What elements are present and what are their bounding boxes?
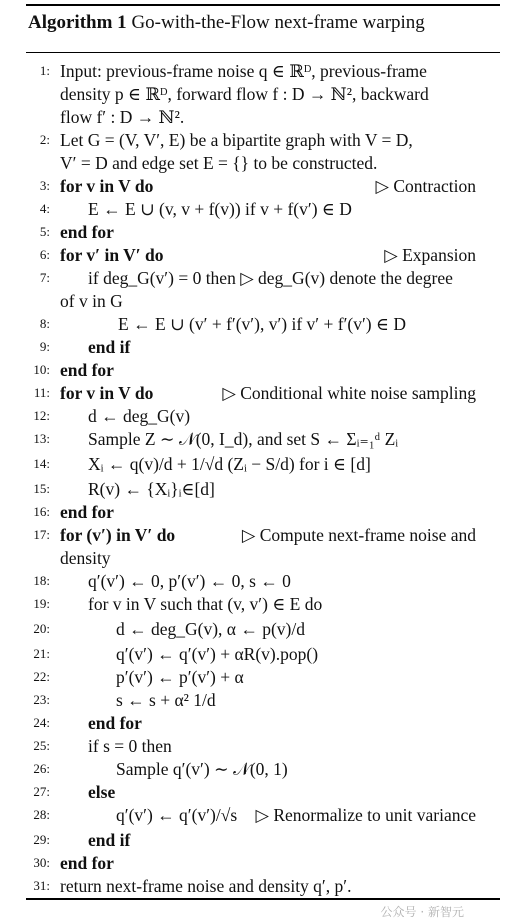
line-text: Input: previous-frame noise q ∈ ℝᴰ, previous-frame [60,61,427,81]
line-text: end for [60,360,114,380]
line-comment: ▷ Conditional white noise sampling [222,383,476,403]
line-number: 3: [39,178,50,193]
line-text: Sample q′(v′) ∼ 𝒩(0, 1) [116,759,288,779]
line-number: 6: [39,247,50,262]
line-text: q′(v′) ← 0, p′(v′) ← 0, s ← 0 [88,571,291,591]
line-number: 22: [33,669,50,684]
line-number: 7: [39,270,50,285]
line-text: E ← E ∪ (v, v + f(v)) if v + f(v′) ∈ D [88,199,352,219]
line-comment: ▷ Expansion [384,245,476,265]
line-text: p′(v′) ← p′(v′) + α [116,667,244,687]
line-text: density [60,548,111,568]
line-number: 27: [33,784,50,799]
bottom-rule [26,898,500,900]
line-number: 8: [39,316,50,331]
line-number: 23: [33,692,50,707]
line-text: Let G = (V, V′, E) be a bipartite graph with V = D, [60,130,413,150]
line-text: s ← s + α² 1/d [116,690,216,710]
line-text: end if [88,830,131,850]
line-text: for v in V do [60,176,154,196]
line-text: else [88,782,116,802]
line-text: for v′ in V′ do [60,245,164,265]
algorithm-title [28,12,425,34]
line-text: d ← deg_G(v) [88,406,191,426]
line-text: end for [60,853,114,873]
line-text: if deg_G(v′) = 0 then ▷ deg_G(v) denote the degree [88,268,453,288]
line-text: for v in V such that (v, v′) ∈ E do [88,594,323,614]
line-text: end if [88,337,131,357]
line-number: 26: [33,761,50,776]
line-number: 10: [33,362,50,377]
line-number: 14: [33,456,50,471]
line-number: 15: [33,481,50,496]
line-text: flow f′ : D → ℕ². [60,107,185,127]
line-number: 31: [33,878,50,893]
line-number: 18: [33,573,50,588]
algorithm-name: Go-with-the-Flow next-frame warping [131,12,425,33]
line-text: density p ∈ ℝᴰ, forward flow f : D → ℕ², backward [60,84,429,104]
line-text: of v in G [60,291,123,311]
line-number: 1: [39,63,50,78]
line-text: for (v′) in V′ do [60,525,176,545]
top-rule [26,4,500,6]
line-number: 13: [33,431,50,446]
line-number: 28: [33,807,50,822]
watermark: 公众号 · 新智元 [380,905,464,919]
line-number: 29: [33,832,50,847]
line-text: Sample Z ∼ 𝒩(0, I_d), and set S ← Σᵢ₌₁ᵈ Zᵢ [88,429,399,449]
line-comment: ▷ Renormalize to unit variance [255,805,476,825]
algorithm-label: Algorithm 1 [28,12,127,33]
line-comment: ▷ Compute next-frame noise and [241,525,476,545]
line-text: Xᵢ ← q(v)/d + 1/√d (Zᵢ − S/d) for i ∈ [d] [88,454,371,474]
line-text: return next-frame noise and density q′, p′. [60,876,352,896]
line-number: 24: [33,715,50,730]
line-text: if s = 0 then [88,736,172,756]
line-number: 16: [33,504,50,519]
line-number: 30: [33,855,50,870]
line-number: 25: [33,738,50,753]
line-text: V′ = D and edge set E = {} to be constructed. [60,153,378,173]
line-text: end for [88,713,142,733]
line-text: for v in V do [60,383,154,403]
header-rule [26,52,500,53]
line-number: 9: [39,339,50,354]
line-text: E ← E ∪ (v′ + f′(v′), v′) if v′ + f′(v′) ∈ D [118,314,406,334]
line-text: d ← deg_G(v), α ← p(v)/d [116,619,305,639]
line-number: 20: [33,621,50,636]
line-number: 4: [39,201,50,216]
line-text: end for [60,222,114,242]
line-comment: ▷ Contraction [375,176,476,196]
line-text: end for [60,502,114,522]
line-text: R(v) ← {Xᵢ}ᵢ∈[d] [88,479,215,499]
line-number: 11: [33,385,50,400]
line-text: q′(v′) ← q′(v′) + αR(v).pop() [116,644,319,664]
line-number: 19: [33,596,50,611]
line-text: q′(v′) ← q′(v′)/√s [116,805,238,825]
line-number: 12: [33,408,50,423]
line-number: 17: [33,527,50,542]
line-number: 2: [39,132,50,147]
line-number: 5: [39,224,50,239]
line-number: 21: [33,646,50,661]
